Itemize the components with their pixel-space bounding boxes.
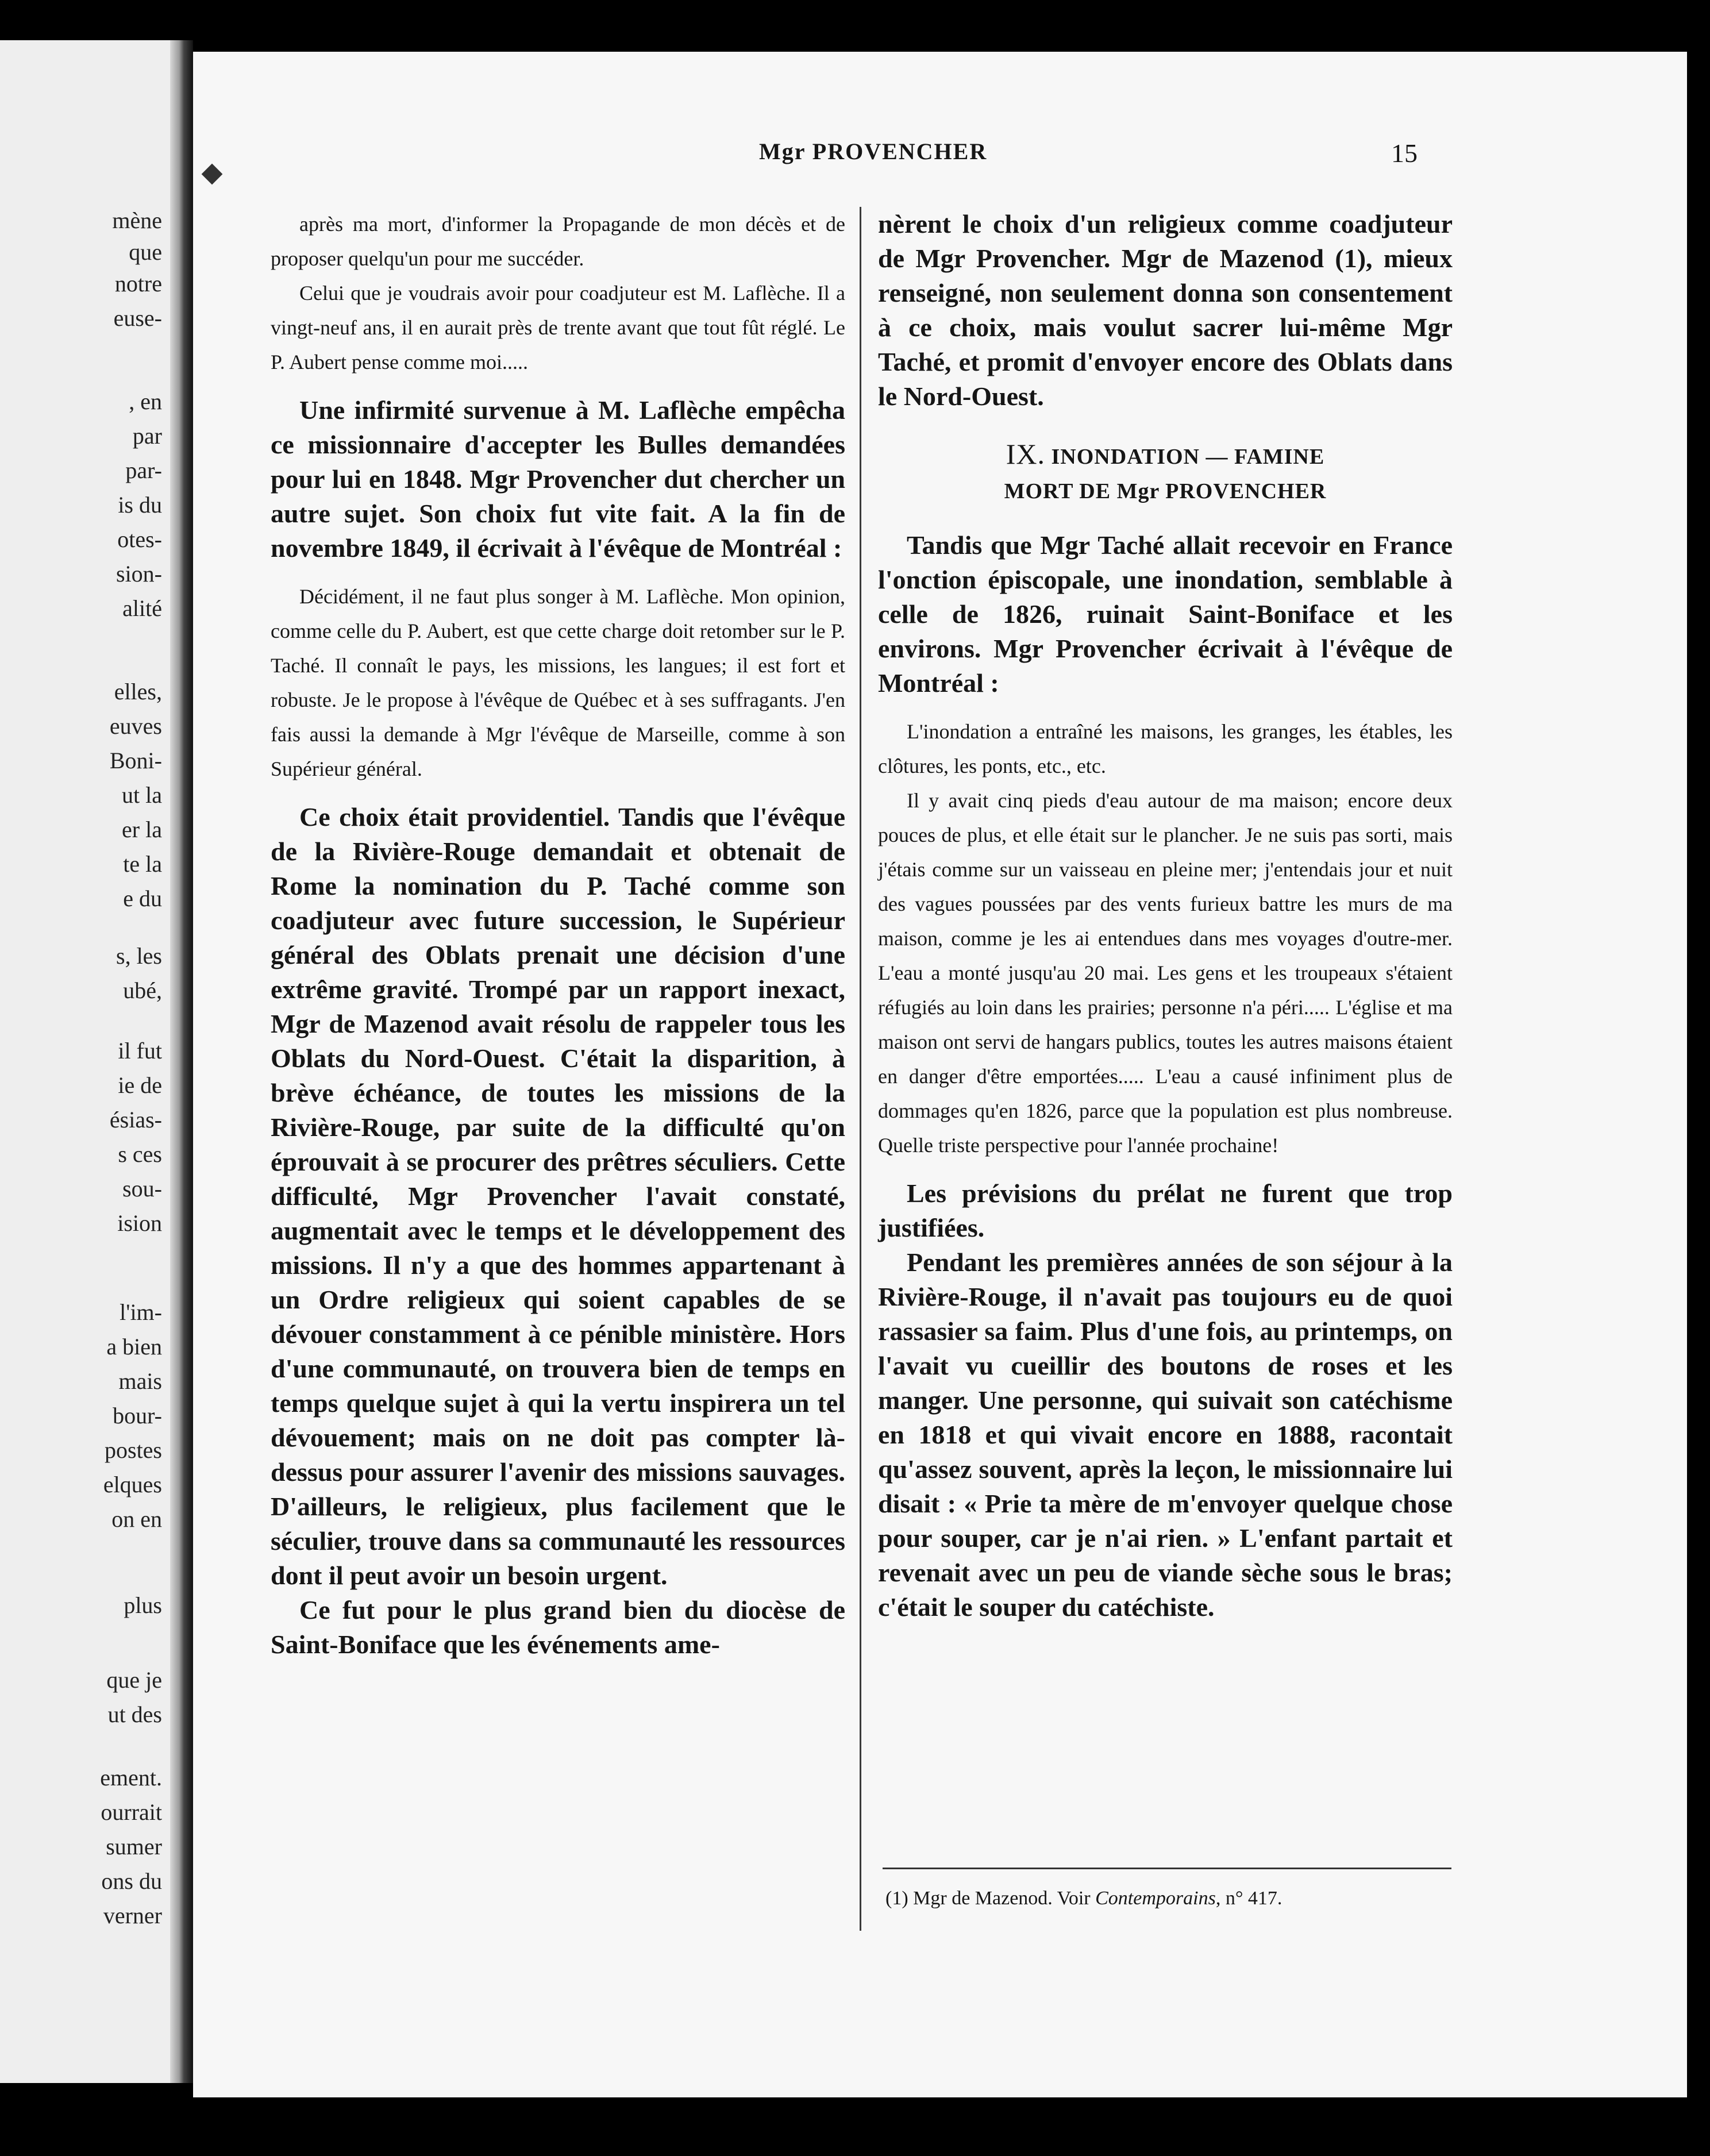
facing-page-fragment: que [129,239,162,265]
section-heading [878,437,1453,509]
facing-page-fragment: ie de [118,1072,162,1098]
facing-page-fragment: bour- [113,1403,162,1429]
quote-paragraph: après ma mort, d'informer la Propagande de mon décès et de proposer quelqu'un pour me succéder. [271,213,845,270]
body-paragraph: Une infirmité survenue à M. Laflèche empêcha ce missionnaire d'accepter les Bulles demandées pour lui en 1848. Mgr Provencher dut chercher un autre sujet. Son choix fut vite fait. A la fin de novembre 1849, il écrivait à l'évêque de Montréal : [271,395,845,563]
facing-page-fragment: ision [117,1210,162,1236]
facing-page-fragment: ésias- [109,1107,162,1133]
facing-page-fragment: euse- [113,305,162,331]
footnote-suffix: , n° 417. [1215,1888,1282,1909]
facing-page-fragment: s, les [116,943,162,969]
page-corner-mark [202,164,223,185]
text-column-right [878,207,1453,1624]
text-column-left [271,207,845,1662]
body-paragraph: Ce fut pour le plus grand bien du diocèse de Saint-Boniface que les événements ame- [271,1595,845,1659]
facing-page-fragment: ourrait [101,1799,162,1825]
facing-page-fragment: plus [124,1592,162,1618]
section-title-line2: MORT DE Mgr PROVENCHER [1004,479,1327,503]
facing-page-fragment: ement. [100,1765,162,1791]
facing-page-fragment: ut la [122,782,162,808]
quote-paragraph: Décidément, il ne faut plus songer à M. Laflèche. Mon opinion, comme celle du P. Aubert, est que cette charge doit retomber sur le P. Taché. Il connaît le pays, les missions, les langues; il est fort et robuste. Je le propose à l'évêque de Québec et à ses suffragants. J'en fais aussi la demande à Mgr l'évêque de Marseille, comme à son Supérieur général. [271,585,845,780]
facing-page-fragment: l'im- [120,1299,162,1325]
footnote-title: Contemporains [1095,1888,1216,1909]
facing-page-fragment: alité [122,595,162,621]
facing-page-fragment: euves [109,713,162,739]
facing-page-fragment: te la [123,851,162,877]
facing-page-fragment: par- [125,457,162,483]
facing-page-fragment: a bien [106,1334,162,1360]
facing-page-fragment: ons du [101,1868,162,1894]
facing-page-fragment: s ces [118,1141,162,1167]
quote-paragraph: L'inondation a entraîné les maisons, les granges, les étables, les clôtures, les ponts, etc., etc. [878,720,1453,777]
page-number: 15 [1391,138,1418,168]
facing-page-fragment: ubé, [123,977,162,1003]
facing-page-fragment: sou- [122,1176,162,1202]
running-title: Mgr PROVENCHER [759,138,988,164]
facing-page-fragment: is du [118,492,162,518]
facing-page-fragment: elques [103,1472,162,1497]
facing-page-fragment: notre [114,271,162,297]
facing-page-fragment: e du [123,886,162,911]
facing-page-fragment: , en [129,388,162,414]
body-paragraph: Ce choix était providentiel. Tandis que l'évêque de la Rivière-Rouge demandait et obtenait de Rome la nomination du P. Taché comme son coadjuteur avec future succession, le Supérieur général des Oblats prenait une décision d'une extrême gravité. Trompé par un rapport inexact, Mgr de Mazenod avait résolu de rappeler tous les Oblats du Nord-Ouest. C'était la disparition, à brève échéance, de toutes les missions de la Rivière-Rouge, par suite de la difficulté qu'on éprouvait à se procurer des prêtres séculiers. Cette difficulté, Mgr Provencher l'avait constaté, augmentait avec le temps et le développement des missions. Il n'y a que des hommes appartenant à un Ordre religieux qui soient capables de se dévouer constamment à ce pénible ministère. Hors d'une communauté, on trouvera bien de temps en temps quelque sujet à qui la vertu inspirera un tel dévouement; mais on ne doit pas compter là-dessus pour assurer l'avenir des missions sauvages. D'ailleurs, le religieux, plus facilement que le séculier, trouve dans sa communauté les ressources dont il peut avoir un besoin urgent. [271,802,845,1590]
facing-page-fragment: mène [112,207,162,233]
facing-page-fragment: er la [122,817,162,842]
book-page [193,52,1687,2097]
body-paragraph: Tandis que Mgr Taché allait recevoir en France l'onction épiscopale, une inondation, semblable à celle de 1826, ruinait Saint-Boniface et les environs. Mgr Provencher écrivait à l'évêque de Montréal : [878,530,1453,698]
quote-paragraph: Il y avait cinq pieds d'eau autour de ma maison; encore deux pouces de plus, et elle était sur le plancher. Je ne suis pas sorti, mais j'étais comme sur un vaisseau en pleine mer; j'entendais jour et nuit des vagues poussées par des vents furieux battre les murs de ma maison, comme je les ai entendues dans mes voyages d'outre-mer. L'eau a monté jusqu'au 20 mai. Les gens et les troupeaux s'étaient réfugiés au loin dans les prairies; personne n'a péri..... L'église et ma maison ont servi de hangars publics, toutes les autres maisons étaient en danger d'être emportées..... L'eau a causé infiniment plus de dommages qu'en 1826, parce que la population est plus nombreuse. Quelle triste perspective pour l'année prochaine! [878,789,1453,1157]
facing-page-fragment: par [132,423,162,449]
facing-page-fragment: verner [103,1903,162,1928]
facing-page-fragment: postes [105,1437,162,1463]
facing-page-fragment: sion- [116,561,162,587]
facing-page-edge [0,40,170,2083]
facing-page-fragment: elles, [114,679,162,704]
section-title-line1: INONDATION — FAMINE [1051,445,1325,469]
facing-page-fragment: ut des [107,1701,162,1727]
facing-page-fragment: il fut [118,1038,162,1064]
footnote-rule [883,1868,1451,1869]
body-paragraph: Les prévisions du prélat ne furent que trop justifiées. [878,1179,1453,1242]
footnote-prefix: (1) Mgr de Mazenod. Voir [885,1888,1096,1909]
column-divider [860,207,861,1931]
footnote [885,1888,1454,1909]
body-paragraph: Pendant les premières années de son séjour à la Rivière-Rouge, il n'avait pas toujours eu de quoi rassasier sa faim. Plus d'une fois, au printemps, on l'avait vu cueillir des boutons de roses et les manger. Une personne, qui suivait son catéchisme en 1818 et qui vivait encore en 1888, racontait qu'assez souvent, après la leçon, le missionnaire lui disait : « Prie ta mère de m'envoyer quelque chose pour souper, car je n'ai rien. » L'enfant partait et revenait avec un peu de viande sèche sous le bras; c'était le souper du catéchiste. [878,1248,1453,1622]
facing-page-fragment: otes- [117,526,162,552]
quote-paragraph: Celui que je voudrais avoir pour coadjuteur est M. Laflèche. Il a vingt-neuf ans, il en aurait près de trente avant que tout fût réglé. Le P. Aubert pense comme moi..... [271,282,845,374]
body-paragraph: nèrent le choix d'un religieux comme coadjuteur de Mgr Provencher. Mgr de Mazenod (1), mieux renseigné, non seulement donna son consentement à ce choix, mais voulut sacrer lui-même Mgr Taché, et promit d'envoyer encore des Oblats dans le Nord-Ouest. [878,209,1453,411]
facing-page-fragment: mais [118,1368,162,1394]
book-gutter [170,40,193,2083]
section-number: IX. [1006,438,1046,470]
facing-page-fragment: Boni- [109,748,162,773]
facing-page-fragment: que je [106,1667,162,1693]
facing-page-fragment: sumer [106,1834,162,1859]
facing-page-fragment: on en [111,1506,162,1532]
